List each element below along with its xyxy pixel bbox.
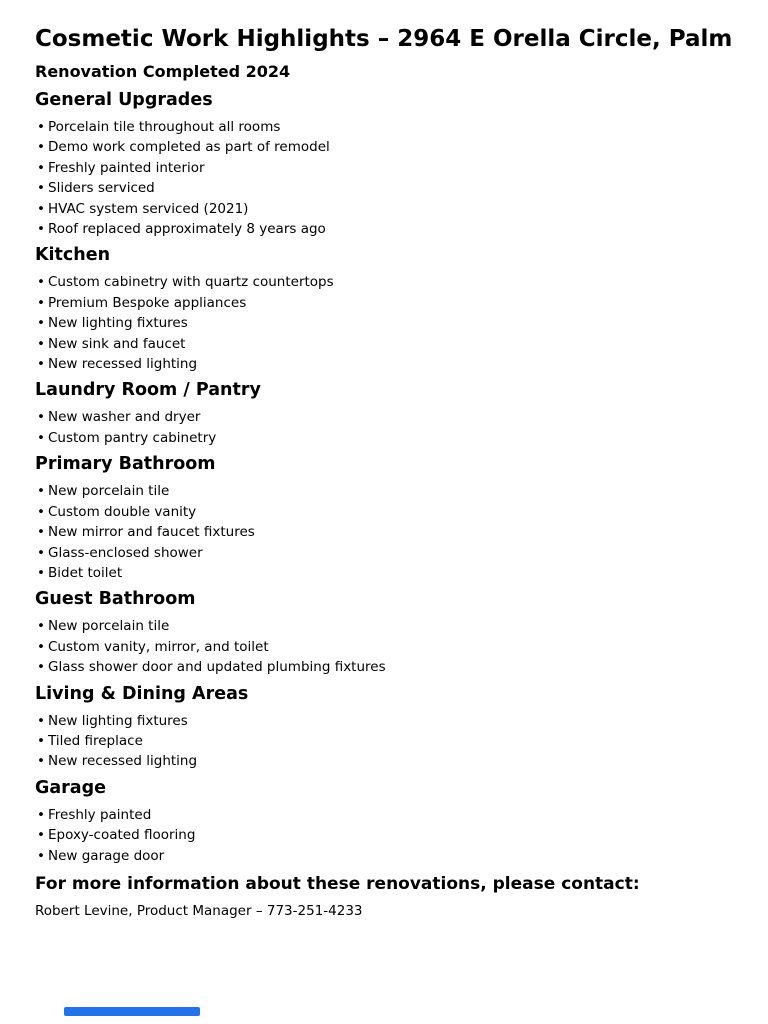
bullet-item: • Bidet toilet <box>35 563 768 583</box>
bullet-item: • Custom vanity, mirror, and toilet <box>35 637 768 657</box>
contact-heading: For more information about these renovations, please contact: <box>35 873 640 894</box>
bullet-item: • New porcelain tile <box>35 481 768 501</box>
bullet-item: • Demo work completed as part of remodel <box>35 137 768 157</box>
bullet-item: • New lighting fixtures <box>35 313 768 333</box>
footer-blue-bar <box>64 1007 200 1016</box>
section-heading-primary-bathroom: Primary Bathroom <box>35 454 216 475</box>
bullet-item: • New lighting fixtures <box>35 711 768 731</box>
section-heading-kitchen: Kitchen <box>35 245 111 266</box>
bullet-item: • New porcelain tile <box>35 616 768 636</box>
bullet-list-general-upgrades <box>35 117 768 239</box>
bullet-item: • New recessed lighting <box>35 751 768 771</box>
bullet-item: • Epoxy-coated flooring <box>35 825 768 845</box>
bullet-item: • Custom double vanity <box>35 502 768 522</box>
bullet-item: • New garage door <box>35 846 768 866</box>
section-heading-living-dining: Living & Dining Areas <box>35 683 249 704</box>
bullet-item: • New recessed lighting <box>35 354 768 374</box>
bullet-item: • HVAC system serviced (2021) <box>35 199 768 219</box>
bullet-item: • Freshly painted <box>35 805 768 825</box>
bullet-list-guest-bathroom <box>35 616 768 677</box>
section-heading-guest-bathroom: Guest Bathroom <box>35 589 196 610</box>
page-title: Cosmetic Work Highlights – 2964 E Orella Circle, Palm <box>35 26 733 52</box>
bullet-list-garage <box>35 805 768 866</box>
bullet-item: • Sliders serviced <box>35 178 768 198</box>
bullet-list-primary-bathroom <box>35 481 768 583</box>
bullet-item: • Glass shower door and updated plumbing fixtures <box>35 657 768 677</box>
section-heading-general-upgrades: General Upgrades <box>35 90 213 110</box>
bullet-item: • Tiled fireplace <box>35 731 768 751</box>
section-heading-laundry-pantry: Laundry Room / Pantry <box>35 380 261 401</box>
bullet-item: • Custom cabinetry with quartz countertops <box>35 272 768 292</box>
bullet-item: • New sink and faucet <box>35 334 768 354</box>
contact-line: Robert Levine, Product Manager – 773-251-4233 <box>35 902 363 919</box>
bullet-list-kitchen <box>35 272 768 374</box>
bullet-item: • Premium Bespoke appliances <box>35 293 768 313</box>
bullet-item: • Glass-enclosed shower <box>35 543 768 563</box>
bullet-item: • Roof replaced approximately 8 years ago <box>35 219 768 239</box>
section-heading-garage: Garage <box>35 777 107 798</box>
bullet-item: • Freshly painted interior <box>35 158 768 178</box>
bullet-list-laundry-pantry <box>35 407 768 448</box>
bullet-item: • Porcelain tile throughout all rooms <box>35 117 768 137</box>
bullet-item: • New washer and dryer <box>35 407 768 427</box>
bullet-list-living-dining <box>35 711 768 772</box>
page-subtitle: Renovation Completed 2024 <box>35 62 291 81</box>
bullet-item: • Custom pantry cabinetry <box>35 428 768 448</box>
bullet-item: • New mirror and faucet fixtures <box>35 522 768 542</box>
